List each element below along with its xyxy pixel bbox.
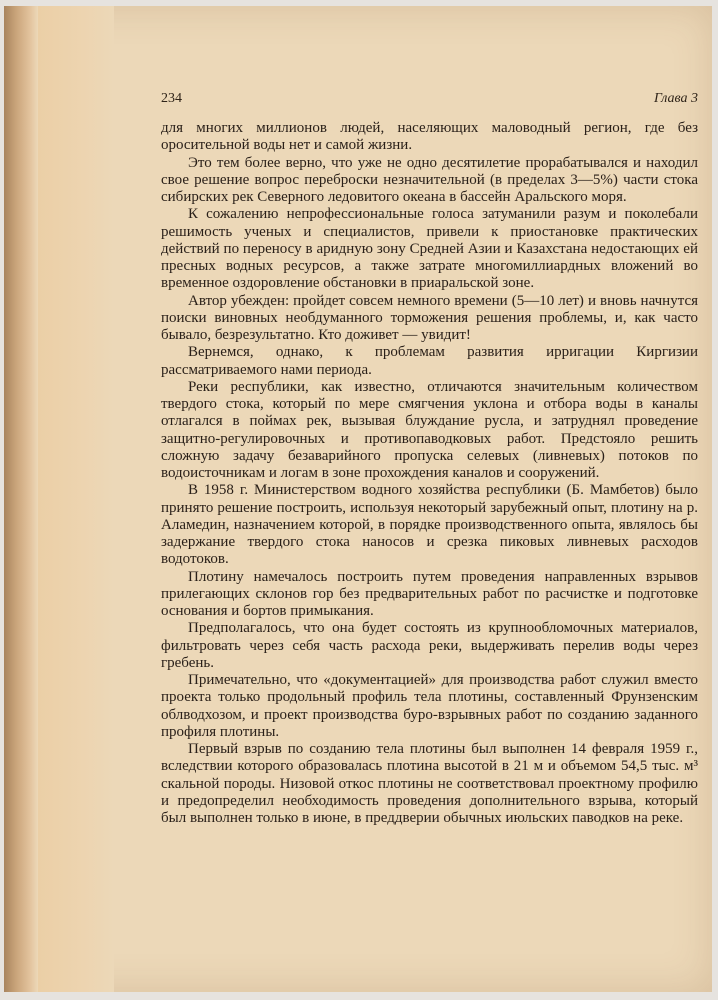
paragraph: для многих миллионов людей, населяющих маловодный регион, где без оросительной воды нет и самой жизни.	[161, 120, 698, 154]
page-edge-shadow	[4, 6, 38, 992]
paragraph: В 1958 г. Министерством водного хозяйства республики (Б. Мамбетов) было принято решение построить, используя некоторый зарубежный опыт, плотину на р. Аламедин, назначением которой, в порядке производственного опыта, являлось бы задержание твердого стока наносов и срезка пиковых ливневых расходов водотоков.	[161, 482, 698, 568]
paragraph: К сожалению непрофессиональные голоса затуманили разум и поколебали решимость ученых и специалистов, привели к приостановке практических действий по переносу в аридную зону Средней Азии и Казахстана недостающих ей пресных водных ресурсов, а также затрате многомиллиардных вложений во временное оздоровление обстановки в приаральской зоне.	[161, 206, 698, 292]
body-text	[161, 120, 698, 827]
paragraph: Плотину намечалось построить путем проведения направленных взрывов прилегающих склонов гор без предварительных работ по расчистке и подготовке основания и бортов примыкания.	[161, 568, 698, 619]
page-number: 234	[161, 91, 182, 106]
paragraph: Примечательно, что «документацией» для производства работ служил вместо проекта только продольный профиль тела плотины, составленный Фрунзенским облводхозом, и проект производства буро-взрывных работ по созданию заданного профиля плотины.	[161, 672, 698, 740]
paragraph: Автор убежден: пройдет совсем немного времени (5—10 лет) и вновь начнутся поиски виновных необдуманного торможения решения проблемы, и, как часто бывало, безрезультатно. Кто доживет — увидит!	[161, 292, 698, 343]
paragraph: Это тем более верно, что уже не одно десятилетие прорабатывался и находил свое решение вопрос переброски незначительной (в пределах 3—5%) части стока сибирских рек Северного ледовитого океана в бассейн Аральского моря.	[161, 154, 698, 205]
paragraph: Предполагалось, что она будет состоять из крупнообломочных материалов, фильтровать через себя часть расхода реки, выдерживать перелив воды через гребень.	[161, 620, 698, 671]
chapter-title: Глава 3	[654, 91, 698, 106]
book-page	[4, 6, 712, 992]
page-stack-edge	[38, 6, 114, 992]
paragraph: Вернемся, однако, к проблемам развития ирригации Киргизии рассматриваемого нами периода.	[161, 344, 698, 378]
paragraph: Первый взрыв по созданию тела плотины был выполнен 14 февраля 1959 г., вследствии которого образовалась плотина высотой в 21 м и объемом 54,5 тыс. м³ скальной породы. Низовой откос плотины не соответствовал проектному профилю и предопределил необходимость проведения дополнительного взрыва, который был выполнен только в июне, в преддверии обычных июльских паводков на реке.	[161, 741, 698, 826]
paragraph: Реки республики, как известно, отличаются значительным количеством твердого стока, который по мере смягчения уклона и отбора воды в каналы отлагался в поймах рек, вызывая блуждание русла, и затруднял проведение защитно-регулировочных и противопаводковых работ. Предстояло решить сложную задачу безаварийного пропуска селевых (ливневых) потоков по водоисточникам и логам в зоне прохождения каналов и сооружений.	[161, 378, 698, 481]
